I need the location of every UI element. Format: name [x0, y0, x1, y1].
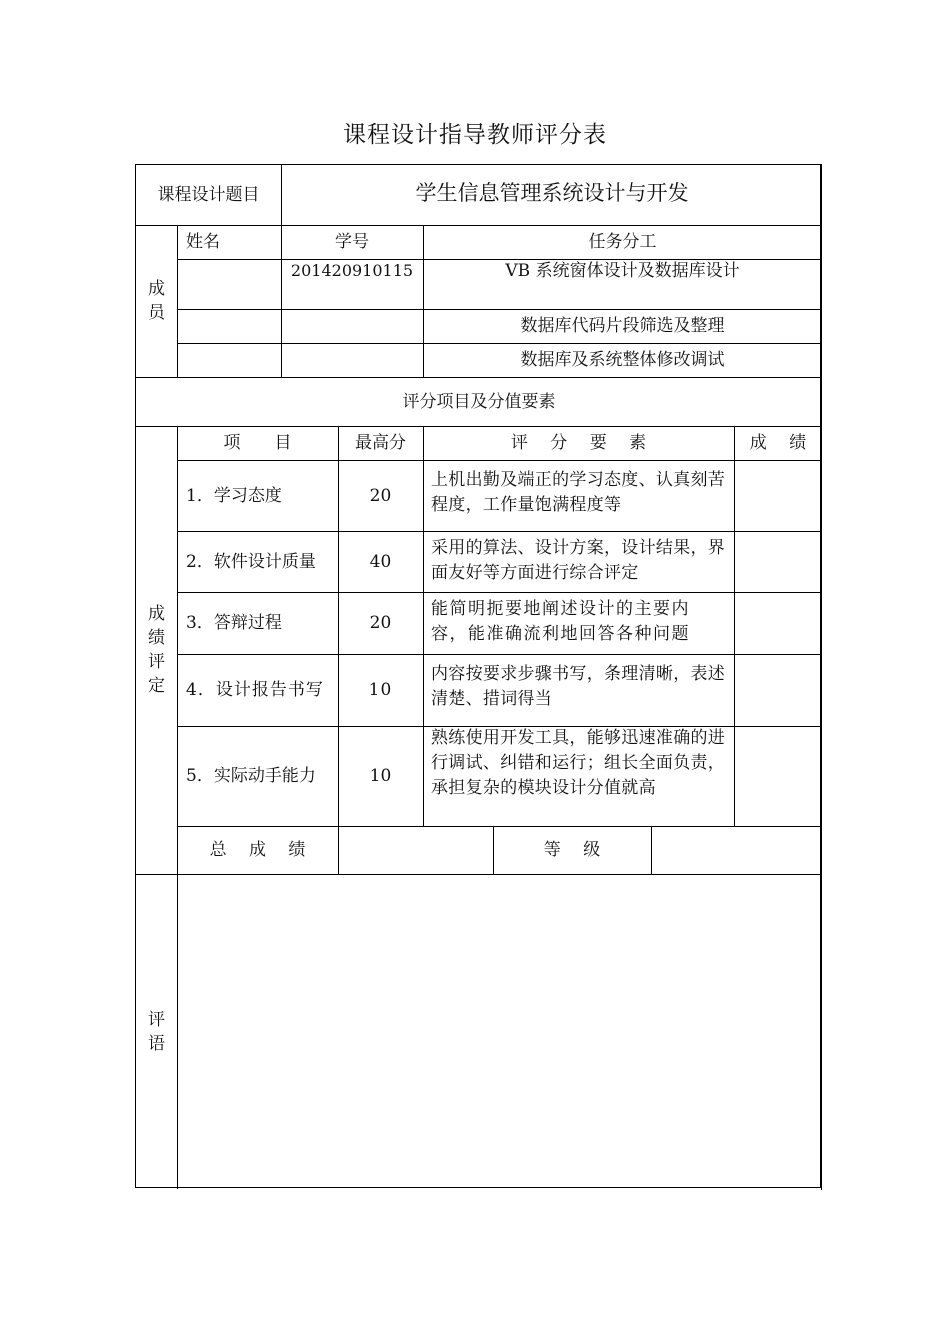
members-label-char: 员 — [148, 303, 165, 323]
members-header-id: 学号 — [335, 232, 369, 252]
grading-score-field[interactable] — [734, 592, 822, 654]
member-name-field[interactable] — [177, 343, 281, 377]
grading-item: 2．软件设计质量 — [186, 551, 316, 572]
comments-section-label — [136, 874, 177, 1189]
comments-label-char: 评 — [148, 1009, 165, 1030]
grading-score-field[interactable] — [734, 531, 822, 592]
grading-max: 10 — [368, 680, 393, 700]
evaluation-form — [135, 164, 821, 1188]
grading-label-char: 评 — [148, 652, 165, 672]
members-section-label — [136, 225, 177, 377]
grading-label-char: 成 — [148, 604, 165, 624]
comments-field[interactable] — [178, 875, 822, 1187]
member-task-field[interactable]: VB 系统窗体设计及数据库设计 — [505, 261, 740, 281]
grading-score-field[interactable] — [734, 726, 822, 826]
members-label-char: 成 — [148, 279, 165, 299]
comments-label-char: 语 — [148, 1033, 165, 1054]
grading-section-label — [136, 426, 177, 874]
member-task-field[interactable]: 数据库及系统整体修改调试 — [520, 350, 725, 370]
member-id-field[interactable] — [281, 343, 423, 377]
grading-elements: 能简明扼要地阐述设计的主要内容，能准确流利地回答各种问题 — [431, 599, 690, 644]
grading-header-max: 最高分 — [355, 433, 406, 453]
grading-item: 3．答辩过程 — [186, 613, 282, 633]
grading-max: 20 — [369, 485, 392, 506]
grading-max: 40 — [369, 551, 392, 572]
grading-item: 4．设计报告书写 — [186, 680, 324, 700]
members-header-task: 任务分工 — [588, 232, 657, 252]
total-score-label: 总 成 绩 — [209, 840, 306, 860]
topic-value[interactable]: 学生信息管理系统设计与开发 — [415, 181, 689, 205]
grading-elements: 内容按要求步骤书写，条理清晰，表述清楚、措词得当 — [431, 664, 726, 709]
table-edge-line — [821, 164, 824, 1190]
page-title: 课程设计指导教师评分表 — [343, 122, 607, 148]
grading-item: 5．实际动手能力 — [186, 766, 316, 786]
grading-elements: 熟练使用开发工具，能够迅速准确的进行调试、纠错和运行；组长全面负责，承担复杂的模块设计分值就高 — [431, 728, 726, 798]
member-name-field[interactable] — [177, 309, 281, 343]
members-header-name: 姓名 — [186, 232, 220, 252]
member-id-field[interactable]: 201420910115 — [290, 261, 414, 280]
grading-header-score: 成 绩 — [749, 433, 807, 453]
grading-max: 20 — [369, 613, 392, 633]
grade-level-label: 等 级 — [543, 840, 601, 860]
grading-score-field[interactable] — [734, 460, 822, 531]
member-name-field[interactable] — [177, 259, 281, 309]
grade-level-field[interactable] — [651, 826, 822, 874]
grading-header-item: 项 目 — [223, 433, 292, 453]
grading-header-elements: 评 分 要 素 — [510, 433, 647, 453]
grading-max: 10 — [369, 766, 392, 786]
grading-label-char: 定 — [148, 676, 165, 696]
topic-label: 课程设计题目 — [157, 185, 260, 205]
grading-elements: 采用的算法、设计方案，设计结果，界面友好等方面进行综合评定 — [431, 538, 726, 583]
total-score-field[interactable] — [338, 826, 493, 874]
criteria-heading: 评分项目及分值要素 — [402, 391, 556, 412]
grading-score-field[interactable] — [734, 654, 822, 726]
grading-elements: 上机出勤及端正的学习态度、认真刻苦程度，工作量饱满程度等 — [431, 470, 726, 515]
grading-item: 1．学习态度 — [186, 485, 282, 506]
member-task-field[interactable]: 数据库代码片段筛选及整理 — [520, 316, 725, 336]
member-id-field[interactable] — [281, 309, 423, 343]
grading-label-char: 绩 — [148, 628, 165, 648]
